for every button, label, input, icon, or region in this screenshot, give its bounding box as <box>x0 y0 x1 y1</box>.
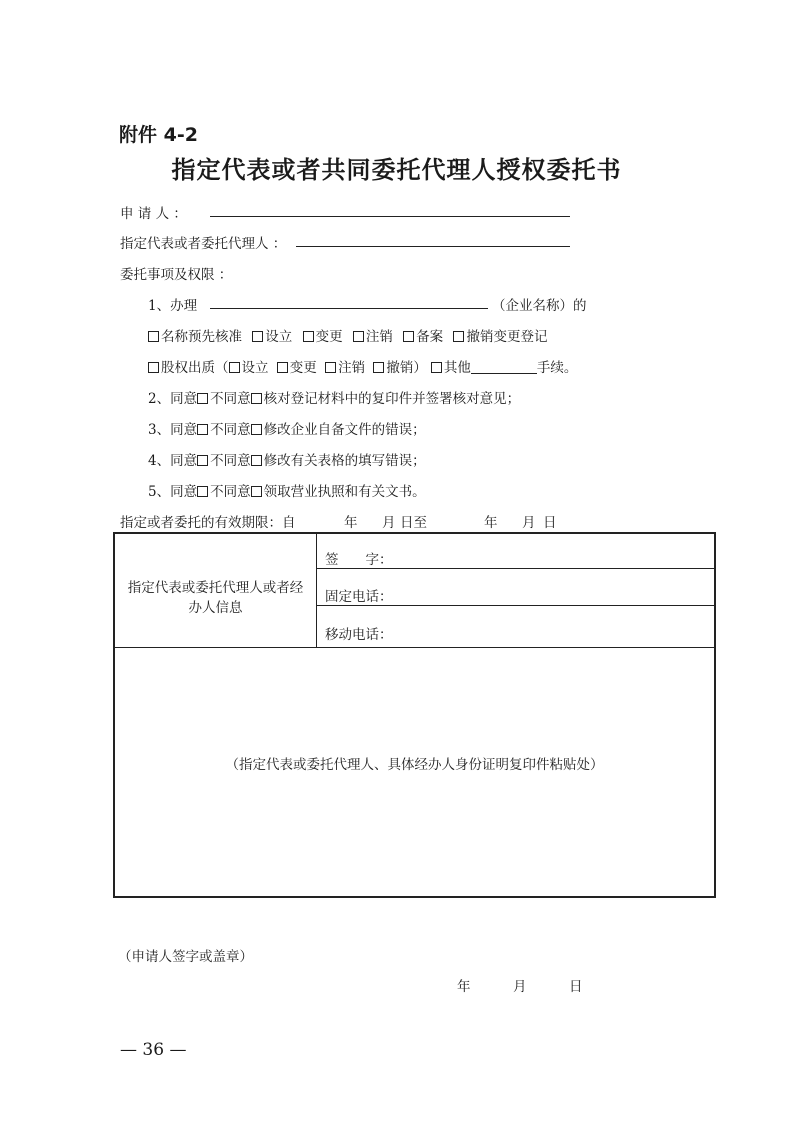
option-name-precheck[interactable]: 名称预先核准 <box>148 329 242 345</box>
applicant-sign-label: （申请人签字或盖章） <box>118 949 253 965</box>
item1-options-row2 <box>148 356 577 376</box>
option-change[interactable]: 变更 <box>303 329 343 345</box>
item1-prefix: 1、办理 <box>148 298 198 314</box>
item1-suffix: （企业名称）的 <box>492 298 587 314</box>
pledge-establish: 设立 <box>241 360 269 376</box>
signature-field[interactable]: 签 字： <box>325 552 393 568</box>
checkbox-equity-pledge[interactable] <box>148 362 159 373</box>
option-establish[interactable]: 设立 <box>252 329 292 345</box>
checkbox[interactable] <box>303 331 314 342</box>
page-number: — 36 — <box>120 1040 187 1060</box>
table-divider <box>115 647 714 648</box>
other-label: 其他 <box>443 360 471 376</box>
checkbox-disagree[interactable] <box>251 455 262 466</box>
table-divider <box>316 605 716 606</box>
checkbox[interactable] <box>252 331 263 342</box>
id-copy-paste-area[interactable]: （指定代表或委托代理人、具体经办人身份证明复印件粘贴处） <box>225 757 604 773</box>
validity-year2: 年 <box>484 515 498 531</box>
footer-day: 日 <box>569 979 583 995</box>
validity-month2: 月 <box>522 515 536 531</box>
checkbox-agree[interactable] <box>197 393 208 404</box>
checkbox[interactable] <box>148 331 159 342</box>
matters-label: 委托事项及权限 ： <box>120 267 233 283</box>
checkbox-agree[interactable] <box>197 486 208 497</box>
document-title: 指定代表或者共同委托代理人授权委托书 <box>171 155 622 184</box>
checkbox[interactable] <box>403 331 414 342</box>
applicant-line[interactable] <box>210 216 570 217</box>
validity-year: 年 <box>344 515 358 531</box>
attachment-label: 附件 4-2 <box>119 124 198 146</box>
procedure-end: 手续。 <box>536 360 578 376</box>
checkbox[interactable] <box>229 362 240 373</box>
info-table <box>113 532 716 898</box>
landline-field[interactable]: 固定电话： <box>325 589 393 605</box>
validity-label: 指定或者委托的有效期限：自 <box>120 515 296 531</box>
checkbox[interactable] <box>353 331 364 342</box>
consent-item: 3、同意 不同意 修改企业自备文件的错误； <box>148 422 426 438</box>
validity-day2: 日 <box>543 515 557 531</box>
validity-day-to: 日至 <box>400 515 427 531</box>
validity-month: 月 <box>382 515 396 531</box>
close-paren: ） <box>413 360 427 376</box>
mobile-field[interactable]: 移动电话： <box>325 627 393 643</box>
checkbox[interactable] <box>373 362 384 373</box>
checkbox-disagree[interactable] <box>251 424 262 435</box>
checkbox-other[interactable] <box>431 362 442 373</box>
equity-pledge-label: 股权出质（ <box>161 360 229 376</box>
checkbox-agree[interactable] <box>197 424 208 435</box>
option-revoke-change[interactable]: 撤销变更登记 <box>453 329 547 345</box>
consent-item: 5、同意 不同意 领取营业执照和有关文书。 <box>148 484 426 500</box>
checkbox[interactable] <box>325 362 336 373</box>
designated-rep-line[interactable] <box>296 246 570 247</box>
applicant-label: 申 请 人 ： <box>120 206 187 222</box>
consent-item: 2、同意 不同意 核对登记材料中的复印件并签署核对意见； <box>148 391 521 407</box>
footer-month: 月 <box>513 979 527 995</box>
option-filing[interactable]: 备案 <box>403 329 443 345</box>
table-divider <box>316 568 716 569</box>
pledge-revoke: 撤销 <box>386 360 414 376</box>
table-divider-vertical <box>316 534 317 647</box>
designated-rep-label: 指定代表或者委托代理人 ： <box>120 236 287 252</box>
checkbox-disagree[interactable] <box>251 486 262 497</box>
other-line[interactable] <box>471 361 537 374</box>
item1-options-row1 <box>148 325 547 345</box>
option-cancel[interactable]: 注销 <box>353 329 393 345</box>
checkbox[interactable] <box>277 362 288 373</box>
pledge-change: 变更 <box>289 360 317 376</box>
rep-info-label: 指定代表或委托代理人或者经 办人信息 <box>127 580 304 616</box>
checkbox-disagree[interactable] <box>251 393 262 404</box>
consent-item: 4、同意 不同意 修改有关表格的填写错误； <box>148 453 426 469</box>
pledge-cancel: 注销 <box>338 360 366 376</box>
footer-year: 年 <box>457 979 471 995</box>
checkbox-agree[interactable] <box>197 455 208 466</box>
company-name-line[interactable] <box>210 308 488 309</box>
checkbox[interactable] <box>453 331 464 342</box>
